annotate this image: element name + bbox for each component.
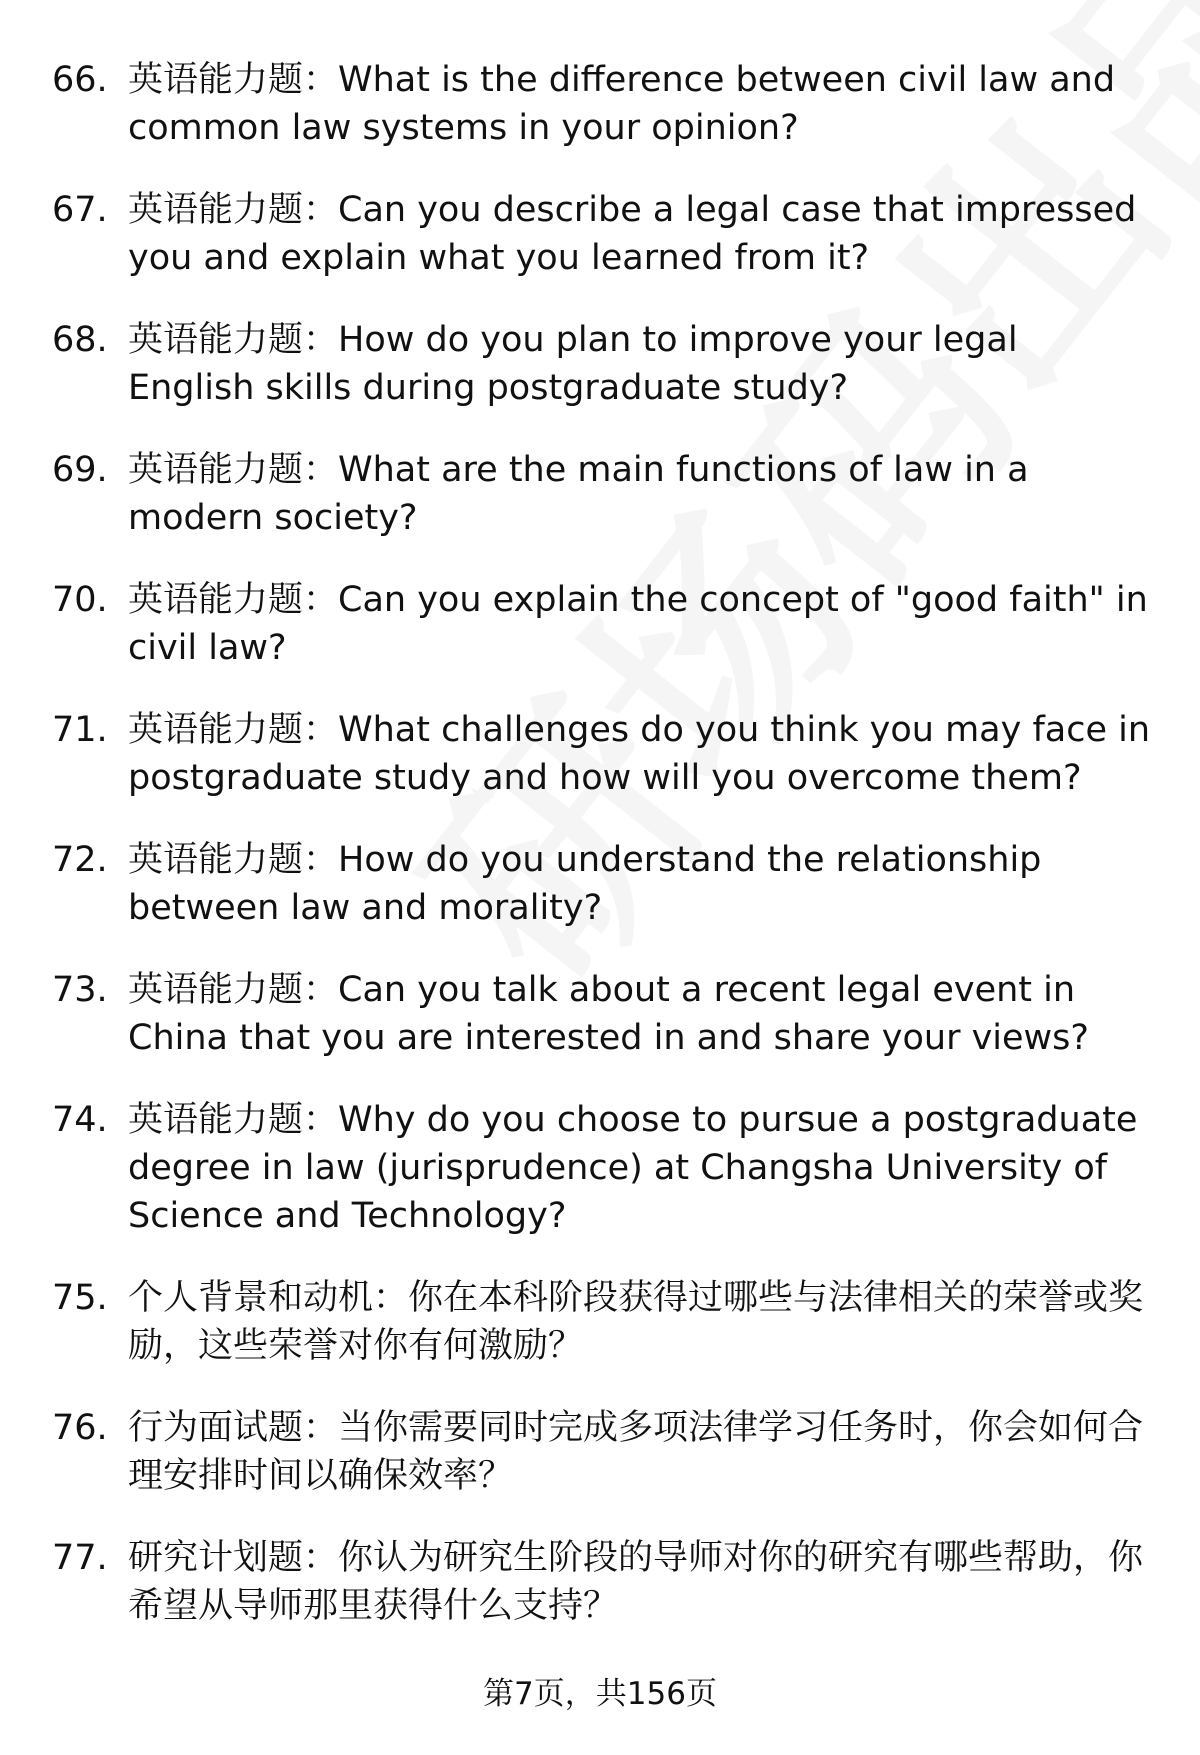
question-number: 70. — [52, 580, 108, 620]
list-item — [52, 576, 1152, 672]
question-text: 英语能力题：What is the difference between civil law and common law systems in your opinion? — [128, 60, 1116, 148]
question-number: 76. — [52, 1408, 108, 1448]
list-item — [52, 186, 1152, 282]
question-text: 英语能力题：How do you understand the relationship between law and morality? — [128, 840, 1042, 928]
question-number: 66. — [52, 60, 108, 100]
list-item — [52, 446, 1152, 542]
question-text: 英语能力题：Can you explain the concept of "good faith" in civil law? — [128, 580, 1148, 668]
question-list — [52, 56, 1152, 1664]
question-number: 71. — [52, 710, 108, 750]
list-item — [52, 1096, 1152, 1240]
page-number-footer: 第7页，共156页 — [483, 1676, 717, 1712]
question-text: 英语能力题：Why do you choose to pursue a postgraduate degree in law (jurisprudence) at Changsha University of Science and Technology? — [128, 1100, 1138, 1236]
list-item — [52, 1534, 1152, 1630]
list-item — [52, 1274, 1152, 1370]
question-text: 英语能力题：How do you plan to improve your legal English skills during postgraduate study? — [128, 320, 1018, 408]
question-text: 英语能力题：What challenges do you think you may face in postgraduate study and how will you overcome them? — [128, 710, 1151, 798]
question-text: 英语能力题：Can you describe a legal case that impressed you and explain what you learned from it? — [128, 190, 1137, 278]
list-item — [52, 706, 1152, 802]
question-number: 75. — [52, 1278, 108, 1318]
question-number: 73. — [52, 970, 108, 1010]
question-number: 72. — [52, 840, 108, 880]
list-item — [52, 966, 1152, 1062]
question-number: 67. — [52, 190, 108, 230]
question-number: 77. — [52, 1538, 108, 1578]
list-item — [52, 836, 1152, 932]
question-text: 行为面试题：当你需要同时完成多项法律学习任务时，你会如何合理安排时间以确保效率？ — [128, 1408, 1144, 1496]
question-text: 研究计划题：你认为研究生阶段的导师对你的研究有哪些帮助，你希望从导师那里获得什么支持？ — [128, 1538, 1144, 1626]
question-text: 英语能力题：Can you talk about a recent legal event in China that you are interested in and share your views? — [128, 970, 1089, 1058]
list-item — [52, 316, 1152, 412]
question-number: 69. — [52, 450, 108, 490]
question-number: 74. — [52, 1100, 108, 1140]
list-item — [52, 56, 1152, 152]
question-text: 个人背景和动机：你在本科阶段获得过哪些与法律相关的荣誉或奖励，这些荣誉对你有何激励？ — [128, 1278, 1144, 1366]
question-text: 英语能力题：What are the main functions of law in a modern society? — [128, 450, 1029, 538]
question-number: 68. — [52, 320, 108, 360]
list-item — [52, 1404, 1152, 1500]
